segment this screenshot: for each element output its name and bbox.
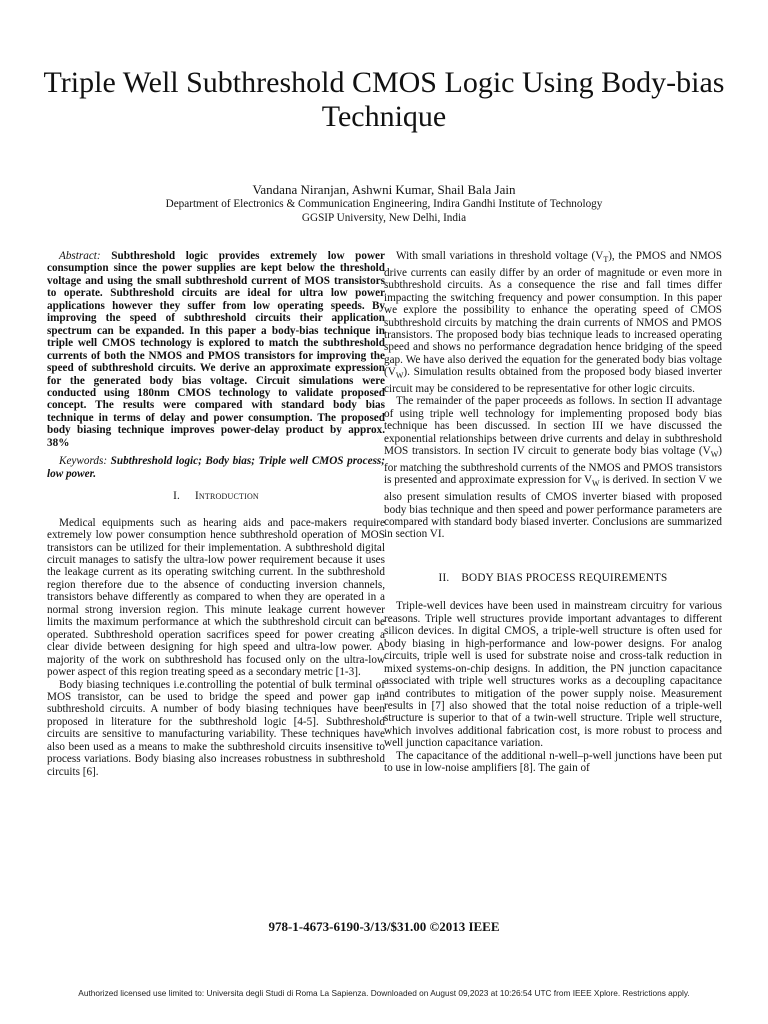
left-column: [47, 250, 385, 778]
keywords-text: Subthreshold logic; Body bias; Triple well CMOS process; low power.: [47, 455, 386, 480]
body-paragraph: The remainder of the paper proceeds as follows. In section II advantage of using triple well technology for implementing proposed body bias technique has been discussed. In section III we have discussed the exponential relationships between drive currents and delay in subthreshold MOS transistors. In section IV circuit to generate body bias voltage $(V_W)$ for matching the subthreshold currents of the NMOS and PMOS transistors is presented and approximate expression for $V_W$ is derived. In section V we also present simulation results of CMOS inverter biased with proposed body bias technique and then speed and power performance parameters are compared with standard body biased inverter. Conclusions are summarized in section VI.: [384, 395, 722, 541]
author-list: Vandana Niranjan, Ashwni Kumar, Shail Bala Jain: [252, 182, 516, 197]
body-paragraph: Triple-well devices have been used in mainstream circuitry for various reasons. Triple well structures provide important advantages to different silicon devices. In digital CMOS, a triple-well structure is often used for body biasing in high-performance and low-power designs. For analog circuits, triple well is used for substrate noise and cross-talk reduction in mixed systems-on-chip designs. In addition, the PN junction capacitance associated with triple well structures works as a decoupling capacitance and contributes to mitigation of the power supply noise. Measurement results in [7] also showed that the total noise reduction of a triple-well structure is superior to that of a twin-well structure. Triple well structure, which involves additional fabrication cost, is more robust to process and well junction capacitance variation.: [384, 600, 722, 750]
body-paragraph: With small variations in threshold voltage $(V_T)$, the PMOS and NMOS drive currents can easily differ by an order of magnitude or even more in subthreshold circuits. As a consequence the rise and fall times differ impacting the switching frequency and power consumption. In this paper we explore the possibility to enhance the operating speed of CMOS subthreshold circuits by matching the drain currents of NMOS and PMOS transistors. The proposed body bias technique leads to increased operating speed and shows no performance degradation hence bridging of the speed gap. We have also derived the equation for the generated body bias voltage $(V_W)$. Simulation results obtained from the proposed body biased inverter circuit may be considered to be representative for other logic circuits.: [384, 250, 722, 395]
section-heading-introduction: I. Introduction: [173, 490, 259, 503]
license-footer: Authorized licensed use limited to: Universita degli Studi di Roma La Sapienza. Downloaded on August 09,2023 at 10:26:54 UTC from IEEE Xplore. Restrictions apply.: [78, 988, 690, 998]
abstract-text: Subthreshold logic provides extremely low power consumption since the power supplies are kept below the threshold voltage and using the small subthreshold current of MOS transistors to operate. Subthreshold circuits are ideal for ultra low power applications however they suffer from low operating speeds. By improving the speed of subthreshold circuits their application spectrum can be expanded. In this paper a body-bias technique in triple well CMOS technology is explored to match the subthreshold currents of both the NMOS and PMOS transistors for improving the speed of subthreshold circuits. We derive an approximate expression for the generated body bias voltage. Circuit simulations were conducted using 180nm CMOS technology to validate proposed concept. The results were compared with standard body bias technique in terms of delay and power consumption. The proposed body biasing technique improves power-delay product by approx. 38%: [47, 250, 385, 449]
affiliation-university: GGSIP University, New Delhi, India: [301, 212, 467, 224]
right-column: [384, 250, 722, 775]
paper-title: Triple Well Subthreshold CMOS Logic Using Body-bias Technique: [43, 66, 725, 133]
body-paragraph: The capacitance of the additional n-well–p-well junctions have been put to use in low-noise amplifiers [8]. The gain of: [384, 749, 722, 775]
intro-paragraph: Body biasing techniques i.e.controlling the potential of bulk terminal of MOS transistor, can be used to bridge the speed and power gap in subthreshold circuits. A number of body biasing techniques have been proposed in literature for the subthreshold logic [4-5]. Subthreshold circuits are sensitive to manufacturing variability. These techniques have also been used as a means to make the subthreshold circuits insensitive to process variations. Body biasing also increases robustness in subthreshold circuits [6].: [47, 678, 385, 778]
intro-paragraph: Medical equipments such as hearing aids and pace-makers require extremely low power consumption hence subthreshold operation of MOS transistors can be utilized for their implementation. A subthreshold digital circuit manages to satisfy the ultra-low power requirement because it uses the leakage current as its operating switching current. In the subthreshold region therefore due to the absence of conducting inversion channels, transistors behave differently as compared to when they are operated in a normal strong inversion region. This minute leakage current however limits the maximum performance at which the subthreshold circuit can be operated. Subthreshold operation sacrifices speed for power creating a clear divide between designing for high speed and ultra-low power. A majority of the work on subthreshold has focused only on the ultra-low power aspect of this region treating speed as a secondary metric [1-3].: [47, 516, 385, 679]
section-heading-body-bias: II. BODY BIAS PROCESS REQUIREMENTS: [438, 571, 668, 584]
affiliation-department: Department of Electronics & Communication Engineering, Indira Gandhi Institute of Technology: [165, 198, 603, 210]
keywords: [47, 455, 385, 480]
abstract: [47, 250, 385, 449]
abstract-label: Abstract:: [59, 250, 101, 262]
keywords-label: Keywords:: [59, 455, 108, 468]
copyright-notice: 978-1-4673-6190-3/13/$31.00 ©2013 IEEE: [268, 919, 500, 934]
